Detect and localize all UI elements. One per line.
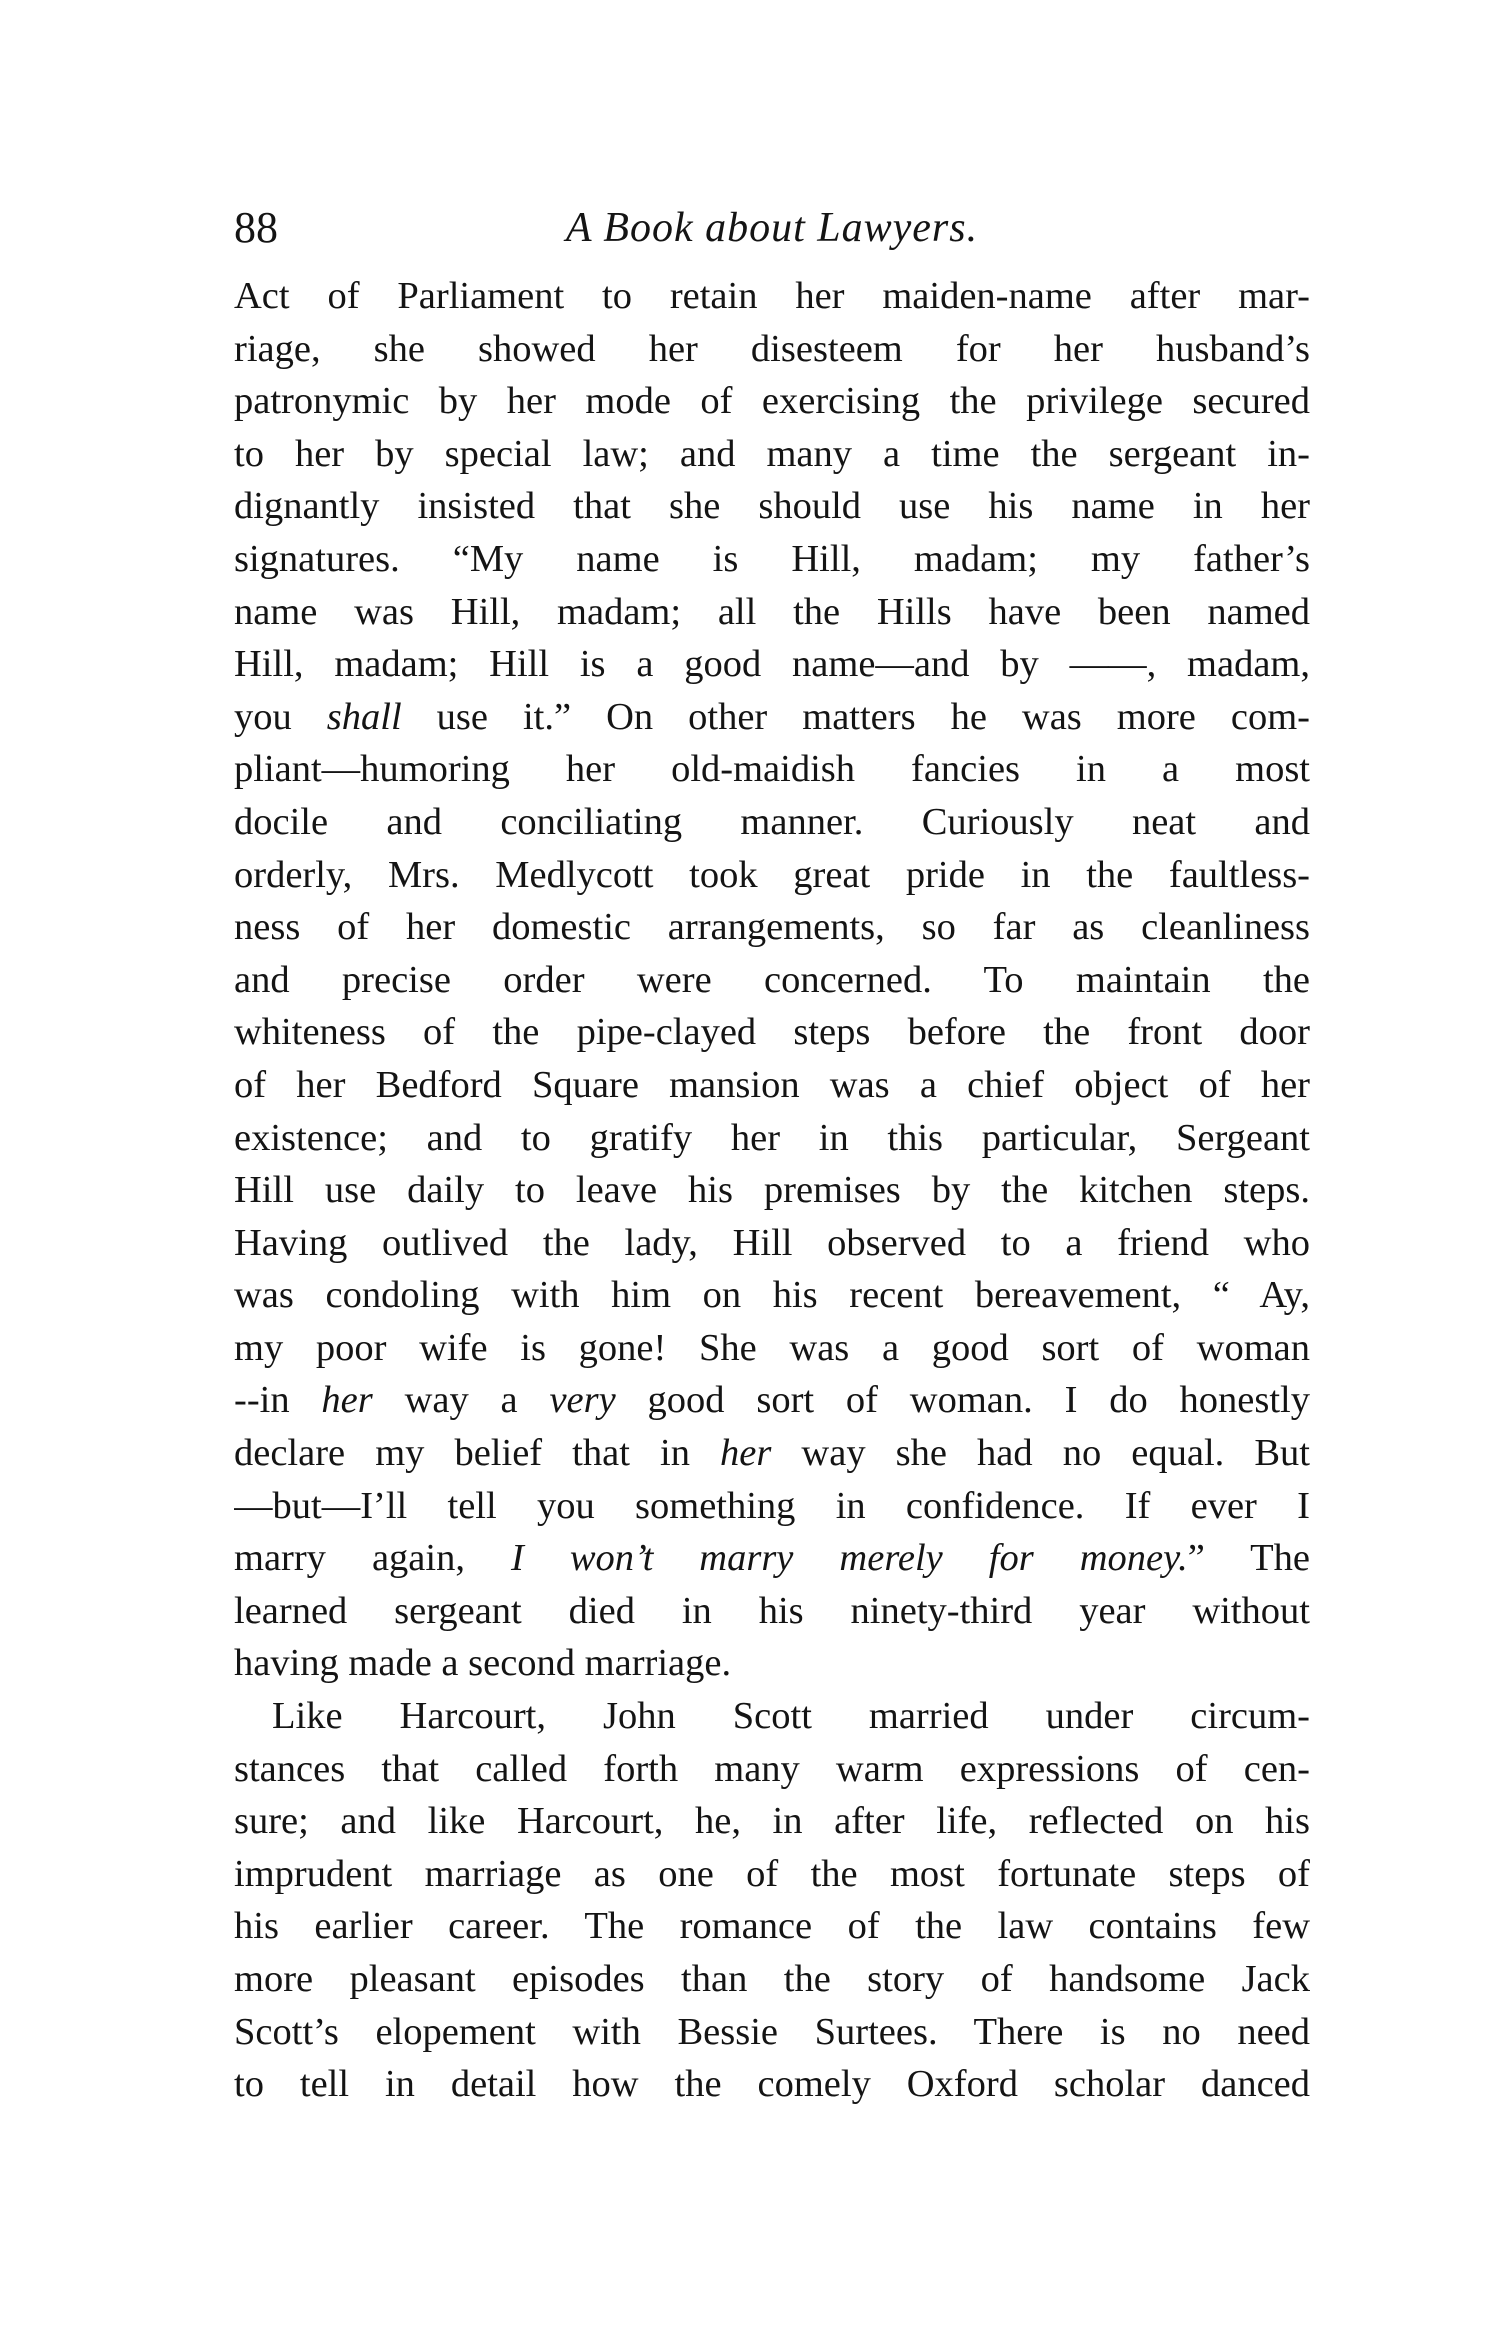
text-line [234, 2006, 1310, 2059]
text-run: patronymic by her mode of exercising the privilege secured [234, 380, 1310, 423]
text-run: docile and conciliating manner. Curiously neat and [234, 800, 1310, 843]
text-line [234, 1374, 1310, 1427]
text-run: good sort of woman. I do honestly [615, 1379, 1310, 1422]
text-run: of her Bedford Square mansion was a chief object of her [234, 1063, 1310, 1106]
text-run: Hill use daily to leave his premises by the kitchen steps. [234, 1169, 1310, 1212]
text-run: his earlier career. The romance of the law contains few [234, 1905, 1310, 1948]
text-run: Having outlived the lady, Hill observed to a friend who [234, 1221, 1310, 1264]
text-line [234, 428, 1310, 481]
text-line [234, 849, 1310, 902]
text-run: sure; and like Harcourt, he, in after life, reflected on his [234, 1800, 1310, 1843]
text-run: whiteness of the pipe-clayed steps before the front door [234, 1011, 1310, 1054]
text-run: you [234, 695, 327, 738]
text-line [234, 1690, 1310, 1743]
text-line [234, 954, 1310, 1007]
text-run: imprudent marriage as one of the most fortunate steps of [234, 1852, 1310, 1895]
text-run: Scott’s elopement with Bessie Surtees. There is no need [234, 2010, 1310, 2053]
text-line [234, 743, 1310, 796]
italic-run: her [720, 1432, 772, 1475]
text-line [234, 1795, 1310, 1848]
text-line [234, 323, 1310, 376]
text-run: more pleasant episodes than the story of handsome Jack [234, 1958, 1310, 2000]
text-run: way she had no equal. But [771, 1432, 1310, 1475]
text-run: to tell in detail how the comely Oxford scholar danced [234, 2063, 1310, 2106]
text-run: was condoling with him on his recent bereavement, “ Ay, [234, 1274, 1310, 1317]
text-line [234, 1637, 1310, 1690]
text-line [234, 1743, 1310, 1796]
italic-run: very [549, 1379, 616, 1422]
text-run: dignantly insisted that she should use his name in her [234, 485, 1310, 528]
text-run: pliant—humoring her old-maidish fancies in a most [234, 748, 1310, 791]
text-line [234, 533, 1310, 586]
text-line [234, 1848, 1310, 1901]
text-line [234, 1164, 1310, 1217]
text-line [234, 1480, 1310, 1533]
text-line [234, 1269, 1310, 1322]
text-run: Act of Parliament to retain her maiden-name after mar- [234, 275, 1310, 317]
text-line [234, 1059, 1310, 1112]
text-run: --in [234, 1379, 322, 1422]
text-line [234, 2058, 1310, 2111]
text-line [234, 1585, 1310, 1638]
text-run: to her by special law; and many a time the sergeant in- [234, 432, 1310, 475]
text-run: ” The [1187, 1537, 1310, 1580]
italic-run: her [321, 1379, 373, 1422]
text-run: name was Hill, madam; all the Hills have been named [234, 590, 1310, 633]
text-line [234, 375, 1310, 428]
text-run: way a [372, 1379, 550, 1422]
text-line [234, 901, 1310, 954]
page-number: 88 [234, 203, 278, 252]
text-line [234, 1427, 1310, 1480]
text-line [234, 796, 1310, 849]
text-line [234, 691, 1310, 744]
text-run: stances that called forth many warm expressions of cen- [234, 1747, 1310, 1790]
text-line [234, 1006, 1310, 1059]
text-run: declare my belief that in [234, 1432, 721, 1475]
text-run: use it.” On other matters he was more com- [401, 695, 1310, 738]
text-run: existence; and to gratify her in this particular, Sergeant [234, 1116, 1310, 1159]
text-line [234, 270, 1310, 323]
italic-run: I won’t marry merely for money. [510, 1537, 1188, 1580]
italic-run: shall [326, 695, 402, 738]
text-run: Hill, madam; Hill is a good name—and by ——, madam, [234, 643, 1310, 686]
text-line [234, 480, 1310, 533]
text-line [234, 1953, 1310, 2006]
text-run: marry again, [234, 1537, 511, 1580]
text-line [234, 1532, 1310, 1585]
text-line [234, 586, 1310, 639]
page-header [234, 198, 1310, 258]
text-run: —but—I’ll tell you something in confidence. If ever I [234, 1484, 1310, 1527]
text-run: having made a second marriage. [234, 1642, 732, 1685]
text-line [234, 1322, 1310, 1375]
text-run: Like Harcourt, John Scott married under circum- [272, 1695, 1310, 1738]
text-line [234, 1112, 1310, 1165]
text-line [234, 638, 1310, 691]
text-run: ness of her domestic arrangements, so far as cleanliness [234, 906, 1310, 949]
text-run: my poor wife is gone! She was a good sort of woman [234, 1326, 1310, 1369]
text-run: learned sergeant died in his ninety-third year without [234, 1589, 1310, 1632]
text-run: signatures. “My name is Hill, madam; my father’s [234, 537, 1310, 580]
body-text [234, 270, 1310, 2111]
text-line [234, 1900, 1310, 1953]
text-run: orderly, Mrs. Medlycott took great pride in the faultless- [234, 853, 1310, 896]
running-title: A Book about Lawyers. [565, 205, 979, 251]
text-line [234, 1217, 1310, 1270]
text-run: and precise order were concerned. To maintain the [234, 958, 1310, 1001]
text-run: riage, she showed her disesteem for her husband’s [234, 327, 1310, 370]
